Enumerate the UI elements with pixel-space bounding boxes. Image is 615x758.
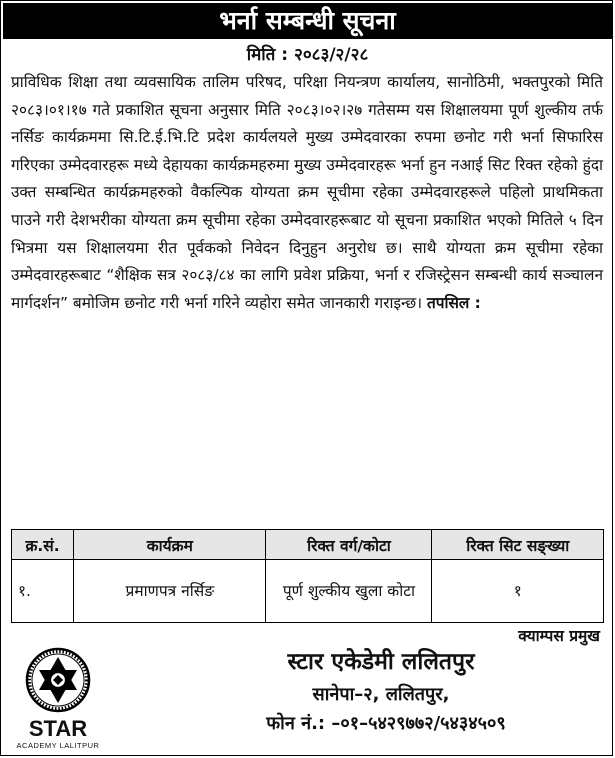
signatory-title: क्याम्पस प्रमुख	[518, 627, 600, 645]
tapasil-label: तपसिल :	[426, 293, 481, 312]
star-emblem-icon	[25, 647, 91, 713]
cell-serial: १.	[12, 560, 74, 623]
table-header-row	[12, 530, 604, 560]
vacancy-table	[11, 529, 604, 623]
cell-quota: पूर्ण शुल्कीय खुला कोटा	[266, 560, 432, 623]
notice-date: मिति : २०८३/२/२८	[246, 45, 369, 65]
organization-phone: फोन नं.: –०१–५४२९७७२/५४३४५०९	[266, 713, 506, 734]
notice-paragraph: प्राविधिक शिक्षा तथा व्यवसायिक तालिम परिषद, परिक्षा नियन्त्रण कार्यालय, सानोठिमी, भक्तपुरको मिति २०८३।०१।१७ गते प्रकाशित सूचना अनुसार मिति २०८३।०२।२७ गतेसम्म यस शिक्षालयमा पूर्ण शुल्कीय तर्फ नर्सिङ कार्यक्रममा सि.टि.ई.भि.टि प्रदेश कार्यलयले मुख्य उम्मेदवारका रुपमा छनोट गरी भर्ना सिफारिस गरिएका उम्मेदवारहरू मध्ये देहायका कार्यक्रमहरुमा मुख्य उम्मेदवारहरू भर्ना हुन नआई सिट रिक्त रहेको हुंदा उक्त सम्बन्धित कार्यक्रमहरुको वैकल्पिक योग्यता क्रम सूचीमा रहेका उम्मेदवारहरूले पहिलो प्राथमिकता पाउने गरी देशभरीका योग्यता क्रम सूचीमा रहेका उम्मेदवारहरूबाट यो सूचना प्रकाशित भएको मितिले ५ दिन भित्रमा यस शिक्षालयमा रीत पूर्वकको निवेदन दिनुहुन अनुरोध छ। साथै योग्यता क्रम सूचीमा रहेका उम्मेदवारहरूबाट “शैक्षिक सत्र २०८३/८४ का लागि प्रवेश प्रक्रिया, भर्ना र रजिस्ट्रेसन सम्बन्धी कार्य सञ्चालन मार्गदर्शन” बमोजिम छनोट गरी भर्ना गरिने व्यहोरा समेत जानकारी गराइन्छ।	[11, 73, 603, 312]
cell-program: प्रमाणपत्र नर्सिङ	[74, 560, 266, 623]
logo-wordmark: STAR	[28, 716, 88, 741]
cell-seats: १	[432, 560, 604, 623]
header-quota: रिक्त वर्ग/कोटा	[266, 530, 432, 560]
notice-body	[11, 69, 603, 317]
organization-name: स्टार एकेडेमी ललितपुर	[287, 649, 475, 675]
header-program: कार्यक्रम	[74, 530, 266, 560]
header-seats: रिक्त सिट सङ्ख्या	[432, 530, 604, 560]
organization-address: सानेपा–२, ललितपुर,	[312, 684, 450, 705]
star-academy-logo	[13, 647, 103, 757]
table-row	[12, 560, 604, 623]
header-serial: क्र.सं.	[12, 530, 74, 560]
notice-title: भर्ना सम्बन्धी सूचना	[3, 3, 612, 39]
logo-subtext: ACADEMY LALITPUR	[16, 741, 100, 750]
